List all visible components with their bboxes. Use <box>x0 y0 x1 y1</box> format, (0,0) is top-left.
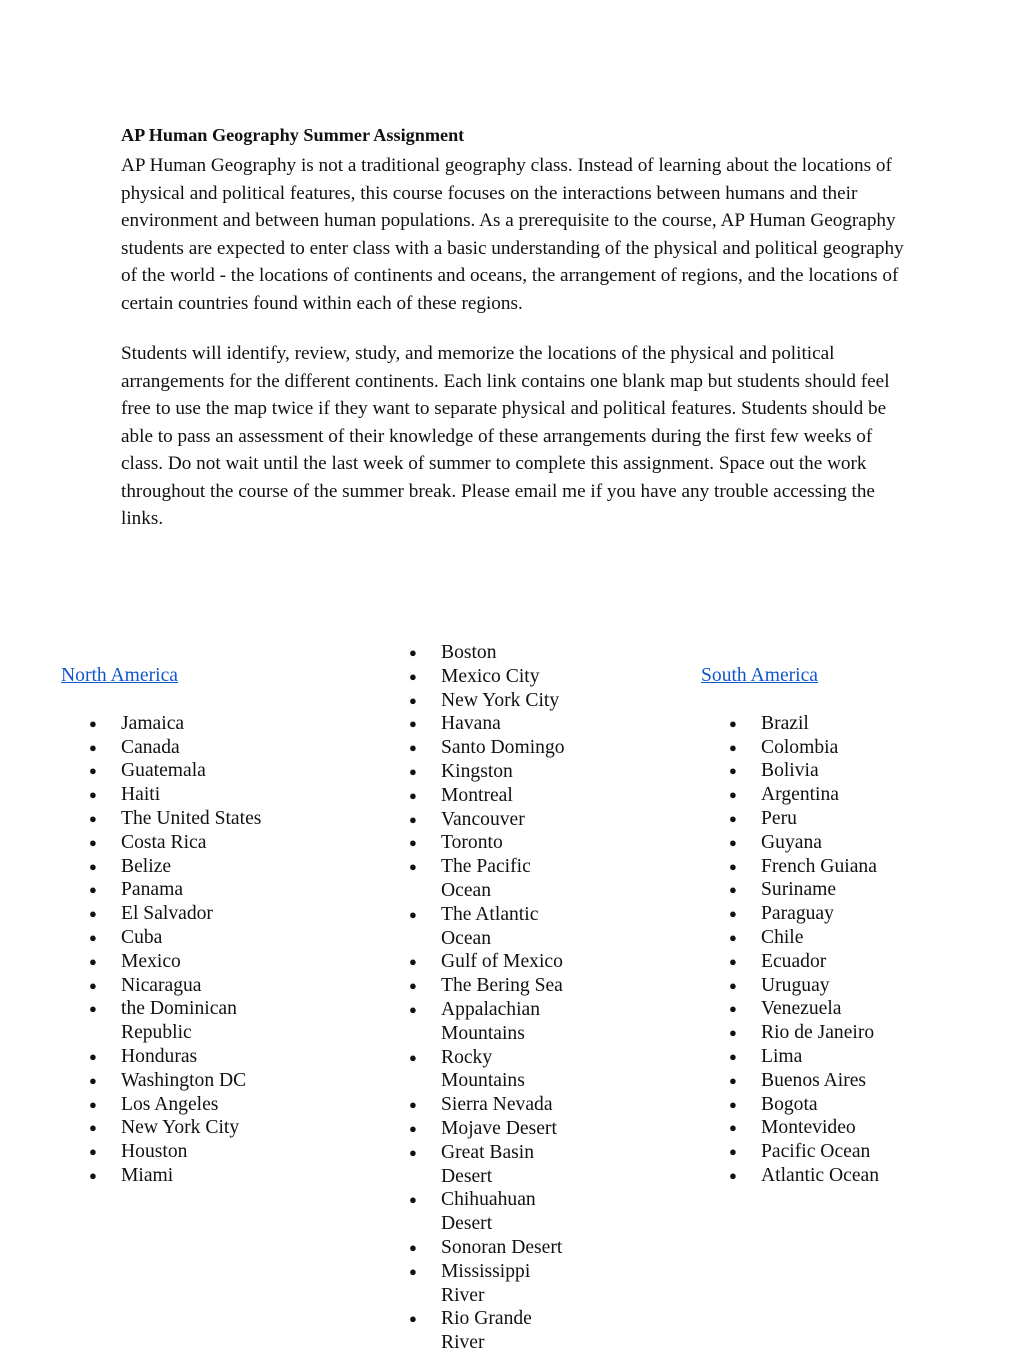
bullet-icon: ● <box>89 810 97 826</box>
bullet-icon: ● <box>409 978 417 994</box>
bullet-icon: ● <box>729 977 737 993</box>
list-item-label: Appalachian Mountains <box>441 998 541 1044</box>
list-item-label: The Atlantic Ocean <box>441 903 539 949</box>
list-item-label: Buenos Aires <box>761 1069 867 1091</box>
list-item-label: Toronto <box>441 832 503 854</box>
north-america-list <box>61 712 361 1188</box>
list-item <box>701 1069 1001 1093</box>
bullet-icon: ● <box>409 787 417 803</box>
list-item <box>701 831 1001 855</box>
list-item-label: Pacific Ocean <box>761 1141 871 1163</box>
list-item <box>61 831 361 855</box>
bullet-icon: ● <box>729 715 737 731</box>
list-item <box>381 831 681 855</box>
list-item-label: Chile <box>761 926 804 948</box>
bullet-icon: ● <box>729 739 737 755</box>
bullet-icon: ● <box>409 740 417 756</box>
list-item <box>61 926 361 950</box>
list-item-label: New York City <box>121 1117 240 1139</box>
bullet-icon: ● <box>729 1072 737 1088</box>
bullet-icon: ● <box>89 1144 97 1160</box>
bullet-icon: ● <box>89 787 97 803</box>
list-item-label: Houston <box>121 1141 188 1163</box>
south-america-list <box>701 712 1001 1188</box>
list-item <box>61 902 361 926</box>
bullet-icon: ● <box>409 645 417 660</box>
bullet-icon: ● <box>89 977 97 993</box>
bullet-icon: ● <box>729 834 737 850</box>
list-item-label: Guatemala <box>121 760 206 782</box>
list-item <box>61 855 361 879</box>
list-item-label: Mexico <box>121 950 181 972</box>
bullet-icon: ● <box>729 858 737 874</box>
list-item-label: French Guiana <box>761 855 877 877</box>
list-item <box>381 665 681 689</box>
list-item <box>61 1069 361 1093</box>
bullet-icon: ● <box>89 1001 97 1017</box>
list-item <box>701 997 1001 1021</box>
list-item-label: Kingston <box>441 760 513 782</box>
bullet-icon: ● <box>409 1001 417 1017</box>
list-item <box>61 950 361 974</box>
north-america-column <box>61 664 361 1188</box>
list-item-label: Brazil <box>761 712 809 734</box>
list-item <box>701 1093 1001 1117</box>
list-item-label: Mojave Desert <box>441 1117 557 1139</box>
list-item <box>381 689 681 713</box>
list-item-label: Belize <box>121 855 172 877</box>
bullet-icon: ● <box>409 811 417 827</box>
list-item-label: Mississippi River <box>441 1260 531 1306</box>
bullet-icon: ● <box>729 1167 737 1183</box>
bullet-icon: ● <box>729 906 737 922</box>
list-item-label: The Pacific Ocean <box>441 856 531 901</box>
list-item <box>701 974 1001 998</box>
list-item-label: Boston <box>441 642 497 663</box>
list-item-label: Haiti <box>121 784 161 806</box>
list-item-label: Chihuahuan Desert <box>441 1189 536 1235</box>
list-item <box>701 1164 1001 1188</box>
list-item <box>701 878 1001 902</box>
list-item <box>61 974 361 998</box>
bullet-icon: ● <box>409 763 417 779</box>
bullet-icon: ● <box>729 882 737 898</box>
list-item <box>381 760 681 784</box>
list-item-label: Guyana <box>761 831 822 853</box>
list-item <box>701 926 1001 950</box>
list-item-label: Panama <box>121 879 184 901</box>
list-item <box>381 1093 681 1117</box>
south-america-column <box>701 664 1001 1188</box>
bullet-icon: ● <box>729 787 737 803</box>
bullet-icon: ● <box>89 1048 97 1064</box>
bullet-icon: ● <box>729 1120 737 1136</box>
list-item <box>381 1236 681 1260</box>
bullet-icon: ● <box>729 929 737 945</box>
list-item-label: Havana <box>441 713 501 735</box>
list-item <box>61 1093 361 1117</box>
list-item-label: Colombia <box>761 736 839 758</box>
list-item-label: Cuba <box>121 926 163 948</box>
list-item <box>381 1260 681 1308</box>
bullet-icon: ● <box>89 763 97 779</box>
bullet-icon: ● <box>89 929 97 945</box>
list-item <box>701 736 1001 760</box>
bullet-icon: ● <box>89 858 97 874</box>
list-item-label: Great Basin Desert <box>441 1141 535 1187</box>
list-item <box>701 807 1001 831</box>
bullet-icon: ● <box>729 810 737 826</box>
list-item <box>381 641 681 665</box>
bullet-icon: ● <box>409 1192 417 1208</box>
list-item <box>61 1140 361 1164</box>
bullet-icon: ● <box>729 1096 737 1112</box>
list-item <box>61 1116 361 1140</box>
bullet-icon: ● <box>409 692 417 708</box>
list-item <box>381 950 681 974</box>
bullet-icon: ● <box>409 954 417 970</box>
list-item <box>381 736 681 760</box>
document-title: AP Human Geography Summer Assignment <box>121 125 465 145</box>
list-item-label: Sierra Nevada <box>441 1094 553 1116</box>
bullet-icon: ● <box>89 715 97 731</box>
list-item <box>61 1164 361 1188</box>
list-item <box>61 1045 361 1069</box>
bullet-icon: ● <box>409 1120 417 1136</box>
list-item-label: Montreal <box>441 784 513 806</box>
bullet-icon: ● <box>729 1048 737 1064</box>
list-item <box>701 950 1001 974</box>
bullet-icon: ● <box>729 1144 737 1160</box>
list-item <box>701 712 1001 736</box>
bullet-icon: ● <box>89 1072 97 1088</box>
list-item <box>61 807 361 831</box>
list-item <box>381 855 681 903</box>
list-item <box>381 1141 681 1189</box>
list-item <box>701 855 1001 879</box>
bullet-icon: ● <box>409 668 417 684</box>
bullet-icon: ● <box>89 834 97 850</box>
list-item-label: Honduras <box>121 1045 198 1067</box>
list-item <box>701 783 1001 807</box>
list-item <box>381 998 681 1046</box>
list-item-label: Rio Grande River <box>441 1308 532 1354</box>
list-item-label: Peru <box>761 807 797 829</box>
bullet-icon: ● <box>89 739 97 755</box>
list-item-label: Argentina <box>761 784 839 806</box>
list-item-label: Jamaica <box>121 712 185 734</box>
bullet-icon: ● <box>409 1263 417 1279</box>
list-item <box>61 736 361 760</box>
list-item-label: Canada <box>121 736 180 758</box>
bullet-icon: ● <box>409 906 417 922</box>
list-item-label: Paraguay <box>761 903 834 925</box>
list-item-label: Ecuador <box>761 950 827 972</box>
list-item-label: Santo Domingo <box>441 737 565 759</box>
list-item-label: El Salvador <box>121 903 213 925</box>
list-item-label: Atlantic Ocean <box>761 1164 880 1186</box>
intro-section <box>121 122 911 533</box>
bullet-icon: ● <box>729 1025 737 1041</box>
bullet-icon: ● <box>409 1239 417 1255</box>
list-item-label: New York City <box>441 689 560 711</box>
bullet-icon: ● <box>89 882 97 898</box>
list-item <box>701 1140 1001 1164</box>
list-item-label: Nicaragua <box>121 974 202 996</box>
list-item <box>61 878 361 902</box>
bullet-icon: ● <box>409 859 417 875</box>
list-item-label: Miami <box>121 1164 174 1186</box>
list-item <box>61 997 361 1045</box>
list-item <box>381 1117 681 1141</box>
north-america-link[interactable]: North America <box>61 665 178 686</box>
list-item-label: The Bering Sea <box>441 975 563 997</box>
list-item-label: Rio de Janeiro <box>761 1022 875 1044</box>
bullet-icon: ● <box>729 953 737 969</box>
bullet-icon: ● <box>729 763 737 779</box>
list-item-label: Sonoran Desert <box>441 1236 563 1258</box>
list-item <box>701 1045 1001 1069</box>
list-item-label: Gulf of Mexico <box>441 951 563 973</box>
list-item-label: Venezuela <box>761 998 842 1020</box>
list-item-label: Costa Rica <box>121 831 207 853</box>
list-item-label: Uruguay <box>761 974 830 996</box>
list-item-label: Suriname <box>761 879 837 901</box>
list-item <box>381 1046 681 1094</box>
list-item <box>381 784 681 808</box>
bullet-icon: ● <box>729 1001 737 1017</box>
list-item <box>61 712 361 736</box>
intro-paragraph-1: AP Human Geography is not a traditional geography class. Instead of learning about the locations of physical and political features, this course focuses on the interactions between humans and their environment and between human populations. As a prerequisite to the course, AP Human Geography students are expected to enter class with a basic understanding of the physical and political geography of the world - the locations of continents and oceans, the arrangement of regions, and the locations of certain countries found within each of these regions. <box>121 155 904 314</box>
bullet-icon: ● <box>89 1120 97 1136</box>
north-america-continued-list <box>381 641 681 1355</box>
bullet-icon: ● <box>89 1096 97 1112</box>
list-item <box>701 759 1001 783</box>
bullet-icon: ● <box>409 1049 417 1065</box>
list-item-label: Washington DC <box>121 1069 247 1091</box>
list-item-label: Lima <box>761 1045 803 1067</box>
list-item-label: Rocky Mountains <box>441 1046 525 1092</box>
list-item <box>61 783 361 807</box>
list-item <box>61 759 361 783</box>
list-item <box>381 1188 681 1236</box>
south-america-link[interactable]: South America <box>701 665 818 686</box>
list-item-label: The United States <box>121 807 262 829</box>
list-item <box>381 1307 681 1355</box>
list-item-label: Los Angeles <box>121 1093 219 1115</box>
list-item-label: Vancouver <box>441 808 525 830</box>
list-item <box>381 974 681 998</box>
list-item-label: Mexico City <box>441 665 540 687</box>
intro-paragraph-2: Students will identify, review, study, and memorize the locations of the physical and political arrangements for the different continents. Each link contains one blank map but students should feel free to use the map twice if they want to separate physical and political features. Students should be able to pass an assessment of their knowledge of these arrangements during the first few weeks of class. Do not wait until the last week of summer to complete this assignment. Space out the work throughout the course of the summer break. Please email me if you have any trouble accessing the links. <box>121 343 890 529</box>
bullet-icon: ● <box>409 716 417 732</box>
list-item-label: Bogota <box>761 1093 818 1115</box>
list-item <box>381 903 681 951</box>
list-item-label: Bolivia <box>761 760 819 782</box>
bullet-icon: ● <box>409 1097 417 1113</box>
bullet-icon: ● <box>89 906 97 922</box>
bullet-icon: ● <box>89 1167 97 1183</box>
bullet-icon: ● <box>409 1144 417 1160</box>
north-america-continued-column <box>381 641 681 1355</box>
list-item <box>701 902 1001 926</box>
bullet-icon: ● <box>409 1311 417 1327</box>
list-item <box>701 1116 1001 1140</box>
list-item-label: Montevideo <box>761 1117 856 1139</box>
bullet-icon: ● <box>89 953 97 969</box>
list-item <box>701 1021 1001 1045</box>
bullet-icon: ● <box>409 835 417 851</box>
list-item <box>381 808 681 832</box>
list-item <box>381 712 681 736</box>
list-item-label: the Dominican Republic <box>121 998 237 1044</box>
